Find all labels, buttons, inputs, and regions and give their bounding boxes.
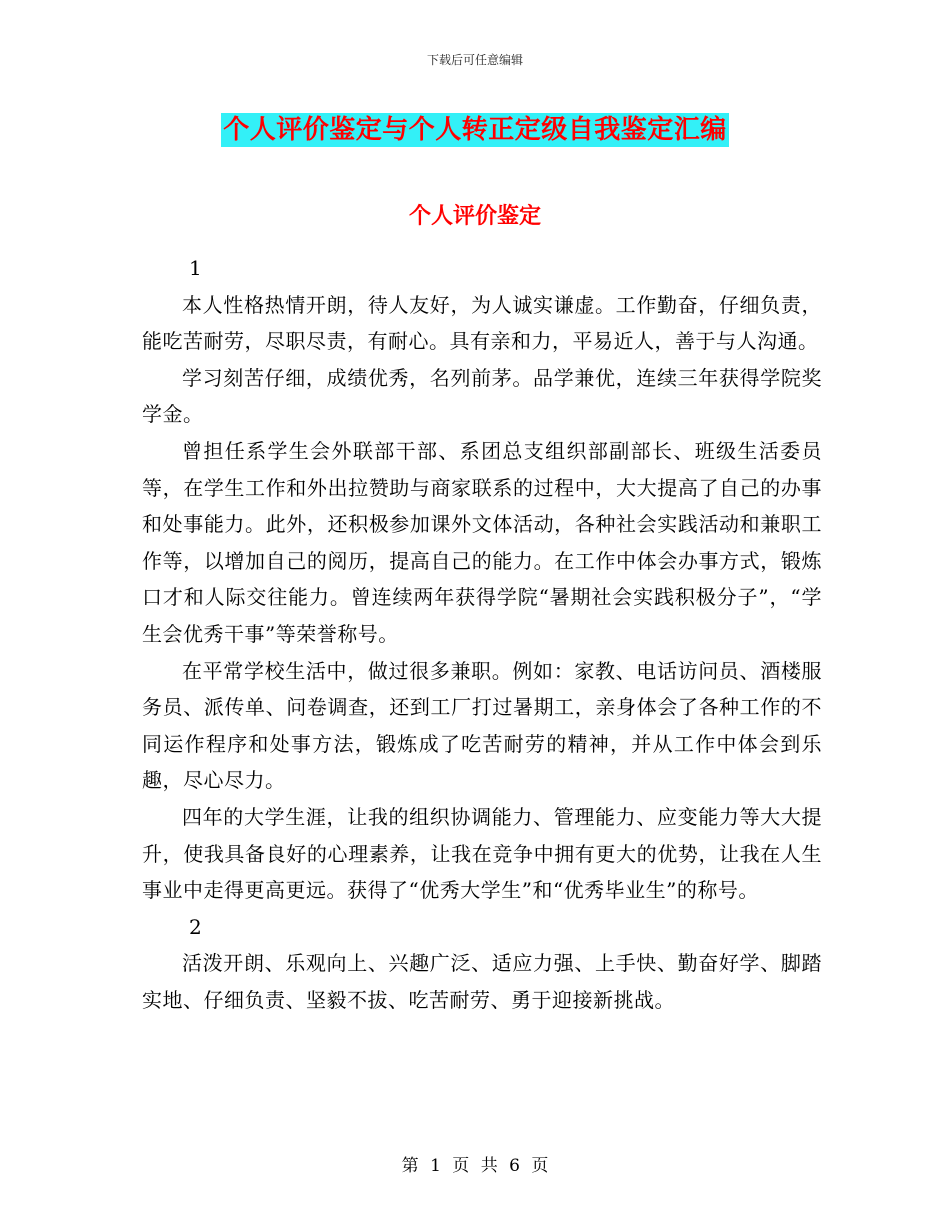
document-body [142, 250, 822, 1018]
section-title: 个人评价鉴定 [408, 204, 541, 229]
body-paragraph: 学习刻苦仔细，成绩优秀，名列前茅。品学兼优，连续三年获得学院奖学金。 [142, 365, 822, 427]
document-title: 个人评价鉴定与个人转正定级自我鉴定汇编 [223, 115, 727, 145]
body-paragraph: 曾担任系学生会外联部干部、系团总支组织部副部长、班级生活委员等，在学生工作和外出拉赞助与商家联系的过程中，大大提高了自己的办事和处事能力。此外，还积极参加课外文体活动，各种社会实践活动和兼职工作等，以增加自己的阅历，提高自己的能力。在工作中体会办事方式，锻炼口才和人际交往能力。曾连续两年获得学院“暑期社会实践积极分子”，“学生会优秀干事”等荣誉称号。 [142, 438, 822, 646]
page-footer-number: 第 1 页 共 6 页 [401, 1156, 549, 1176]
body-paragraph: 四年的大学生涯，让我的组织协调能力、管理能力、应变能力等大大提升，使我具备良好的心理素养，让我在竞争中拥有更大的优势，让我在人生事业中走得更高更远。获得了“优秀大学生”和“优秀毕业生”的称号。 [142, 804, 822, 903]
section-number: 1 [189, 256, 203, 280]
body-paragraph: 本人性格热情开朗，待人友好，为人诚实谦虚。工作勤奋，仔细负责，能吃苦耐劳，尽职尽责，有耐心。具有亲和力，平易近人，善于与人沟通。 [142, 292, 822, 354]
document-title-container [0, 113, 950, 147]
body-paragraph: 在平常学校生活中，做过很多兼职。例如：家教、电话访问员、酒楼服务员、派传单、问卷调查，还到工厂打过暑期工，亲身体会了各种工作的不同运作程序和处事方法，锻炼成了吃苦耐劳的精神，并从工作中体会到乐趣，尽心尽力。 [142, 658, 822, 793]
section-number: 2 [189, 914, 203, 939]
body-paragraph: 活泼开朗、乐观向上、兴趣广泛、适应力强、上手快、勤奋好学、脚踏实地、仔细负责、坚毅不拔、吃苦耐劳、勇于迎接新挑战。 [142, 951, 822, 1012]
page-header-note: 下载后可任意编辑 [426, 53, 523, 67]
